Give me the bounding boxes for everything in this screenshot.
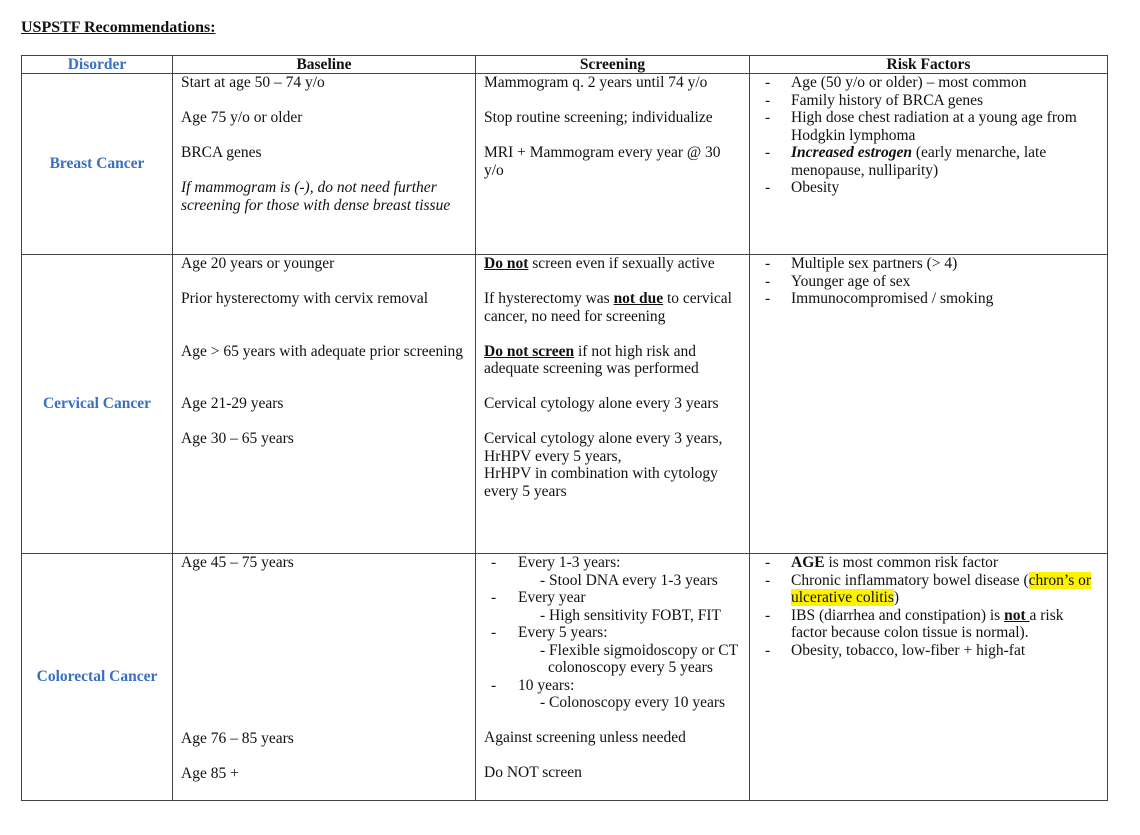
risk-list [758,255,1099,308]
schedule-test: - Colonoscopy every 10 years [540,694,726,711]
schedule-test: colonoscopy every 5 years [548,659,713,676]
screening-text: MRI + Mammogram every year @ 30 y/o [484,144,721,179]
schedule-test: - Flexible sigmoidoscopy or CT [540,641,739,659]
baseline-text: Age 75 y/o or older [181,109,303,126]
header-screening: Screening [476,56,750,74]
list-item: - Family history of BRCA genes [758,92,1099,110]
screening-text: Stop routine screening; individualize [484,109,713,126]
recommendations-table [21,55,1108,801]
list-item-text: Chronic inflammatory bowel disease ( [791,571,1029,589]
screening-text: Cervical cytology alone every 3 years [484,395,719,412]
list-item [758,607,1099,642]
screening-text: HrHPV in combination with cytology every 5 years [484,465,718,500]
disorder-colorectal-cancer: Colorectal Cancer [22,554,173,801]
screening-text: Mammogram q. 2 years until 74 y/o [484,74,708,91]
list-item: - Obesity [758,179,1099,197]
baseline-text: Age 20 years or younger [181,255,335,272]
emphasis-text: Do not [484,255,529,272]
disorder-breast-cancer: Breast Cancer [22,74,173,255]
baseline-breast [173,74,476,255]
screening-text [484,290,741,325]
risk-breast [750,74,1108,255]
list-item [484,554,741,589]
baseline-text: Age 85 + [181,764,239,782]
row-cervical-cancer [22,255,1108,554]
screening-text-rest: screen even if sexually active [528,255,715,272]
list-item-text: is most common risk factor [824,554,999,571]
screening-text-pre: If hysterectomy was [484,290,614,307]
screening-breast [476,74,750,255]
baseline-text: Age > 65 years with adequate prior screening [181,342,464,360]
emphasis-text: Do not screen [484,342,575,360]
header-baseline: Baseline [173,56,476,74]
row-breast-cancer [22,74,1108,255]
list-item [758,554,1099,572]
baseline-note: If mammogram is (-), do not need further screening for those with dense breast tissue [181,179,451,214]
list-item [758,572,1099,607]
emphasis-text: not due [613,290,664,307]
list-item [484,589,741,624]
baseline-text: Start at age 50 – 74 y/o [181,74,325,91]
risk-list [758,554,1099,659]
list-item: - Younger age of sex [758,273,1099,291]
schedule-interval: - Every 1-3 years: [518,554,621,571]
baseline-cervical [173,255,476,554]
row-colorectal-cancer [22,554,1108,801]
risk-list [758,74,1099,197]
baseline-colorectal [173,554,476,801]
list-item [484,677,741,712]
list-item [758,144,1099,179]
screening-text [484,255,741,273]
screening-schedule [484,554,741,712]
schedule-test: - Stool DNA every 1-3 years [540,571,718,589]
list-item: - Immunocompromised / smoking [758,290,1099,308]
screening-text-rest: to cervical cancer, no need for screening [484,290,732,325]
screening-cervical [476,255,750,554]
schedule-interval: - Every 5 years: [518,624,608,641]
screening-text: HrHPV every 5 years, [484,447,622,465]
screening-text: Cervical cytology alone every 3 years, [484,430,723,447]
page-title: USPSTF Recommendations: [21,19,216,36]
list-item-text: IBS (diarrhea and constipation) is [791,606,1005,624]
emphasis-text: AGE [791,554,825,571]
list-item: - Multiple sex partners (> 4) [758,255,1099,273]
header-row [22,56,1108,74]
highlighted-text: chron’s or ulcerative colitis [791,571,1092,606]
baseline-text: Age 21-29 years [181,395,284,412]
schedule-interval: - Every year [518,589,586,606]
schedule-test: - High sensitivity FOBT, FIT [540,606,721,624]
baseline-text: Age 76 – 85 years [181,729,294,747]
screening-colorectal [476,554,750,801]
list-item-text: (early menarche, late menopause, nulliparity) [791,144,1047,179]
list-item: - Age (50 y/o or older) – most common [758,74,1099,92]
emphasis-text: Increased estrogen [791,144,912,161]
baseline-text: Age 45 – 75 years [181,554,294,571]
risk-cervical [750,255,1108,554]
screening-text: Against screening unless needed [484,729,686,746]
disorder-cervical-cancer: Cervical Cancer [22,255,173,554]
baseline-text: Age 30 – 65 years [181,430,294,447]
list-item: - Obesity, tobacco, low-fiber + high-fat [758,642,1099,660]
risk-colorectal [750,554,1108,801]
screening-text [484,343,741,378]
screening-text: Do NOT screen [484,764,582,781]
list-item-text: a risk factor because colon tissue is normal). [791,606,1064,641]
baseline-text: BRCA genes [181,144,262,161]
emphasis-text: not [1004,606,1030,624]
list-item-text: ) [893,589,900,606]
list-item: - High dose chest radiation at a young age from Hodgkin lymphoma [758,109,1099,144]
header-risk-factors: Risk Factors [750,56,1108,74]
header-disorder: Disorder [22,56,173,74]
schedule-interval: - 10 years: [518,676,575,694]
list-item [484,624,741,677]
baseline-text: Prior hysterectomy with cervix removal [181,290,429,307]
screening-text-rest: if not high risk and adequate screening was performed [484,342,699,377]
